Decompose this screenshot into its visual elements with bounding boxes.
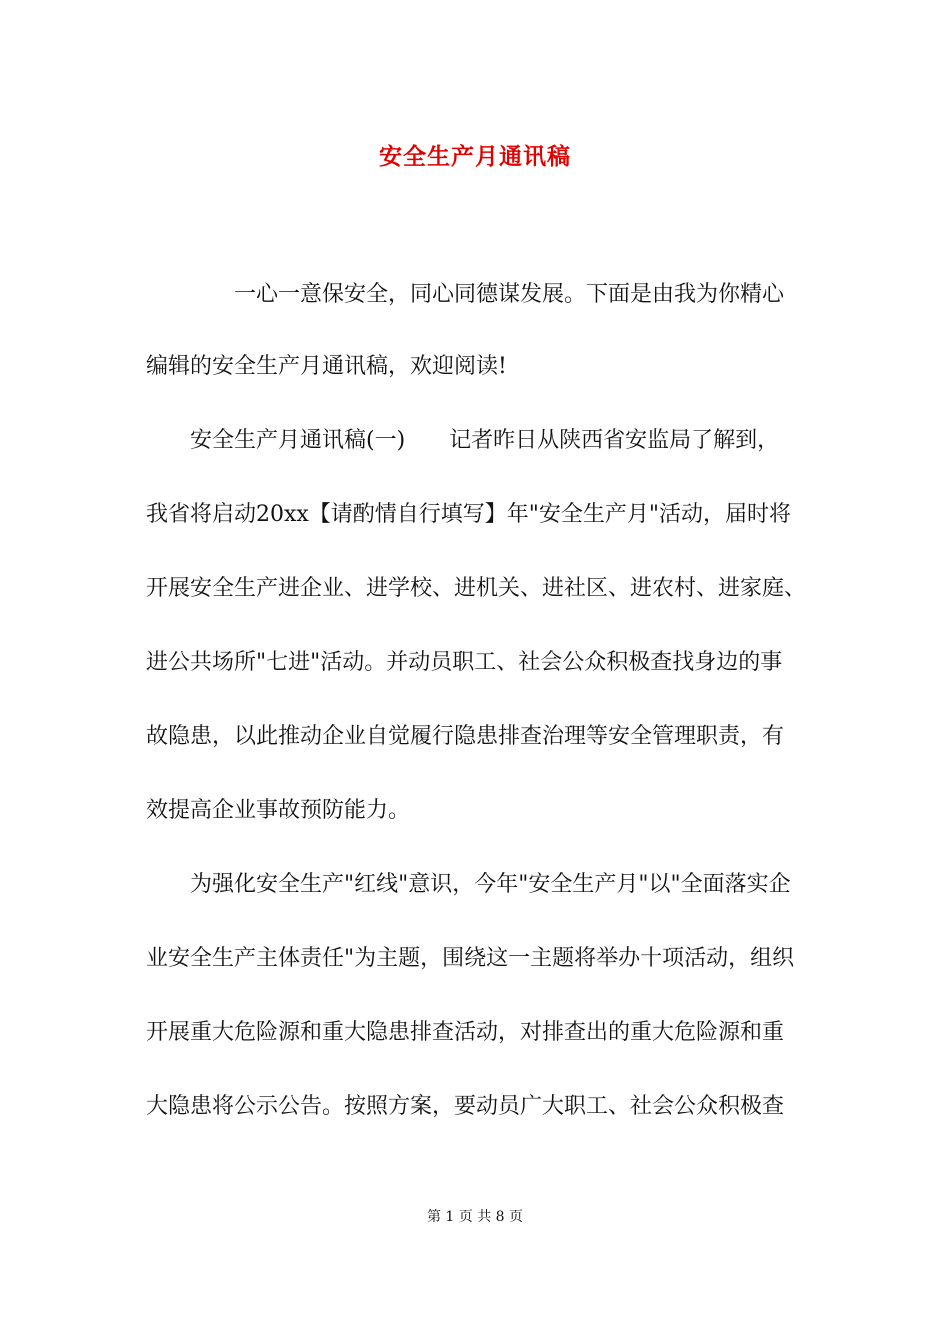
paragraph-line: 开展安全生产进企业、进学校、进机关、进社区、进农村、进家庭、 [146,576,807,601]
paragraph-line: 进公共场所"七进"活动。并动员职工、社会公众积极查找身边的事 [146,650,783,675]
paragraph-line: 为强化安全生产"红线"意识，今年"安全生产月"以"全面落实企 [190,872,791,897]
paragraph-line: 大隐患将公示公告。按照方案，要动员广大职工、社会公众积极查 [146,1094,785,1119]
paragraph-line: 故隐患，以此推动企业自觉履行隐患排查治理等安全管理职责，有 [146,724,785,749]
paragraph-line: 编辑的安全生产月通讯稿，欢迎阅读! [146,354,507,379]
document-title: 安全生产月通讯稿 [379,143,571,170]
paragraph-line: 效提高企业事故预防能力。 [146,798,411,823]
paragraph-line: 业安全生产主体责任"为主题，围绕这一主题将举办十项活动，组织 [146,946,795,971]
paragraph-line: 开展重大危险源和重大隐患排查活动，对排查出的重大危险源和重 [146,1020,785,1045]
paragraph-line: 安全生产月通讯稿(一) 记者昨日从陕西省安监局了解到， [190,428,780,453]
paragraph-line: 一心一意保安全，同心同德谋发展。下面是由我为你精心 [234,282,785,307]
page-number-footer: 第 1 页 共 8 页 [426,1209,524,1225]
paragraph-line: 我省将启动20xx【请酌情自行填写】年"安全生产月"活动，届时将 [146,502,792,527]
